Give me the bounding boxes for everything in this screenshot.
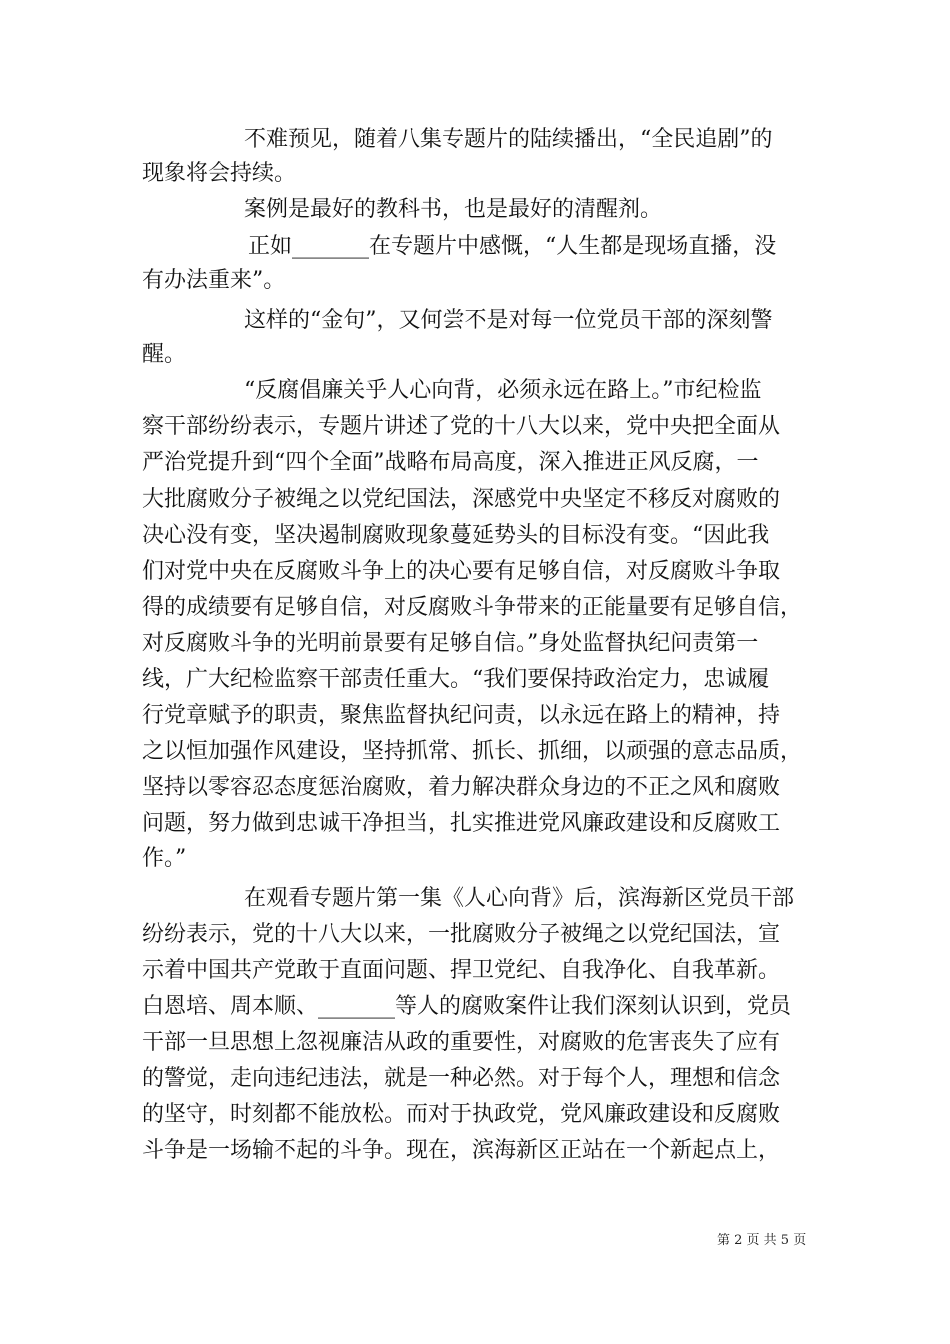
text-line: 行党章赋予的职责，聚焦监督执纪问责，以永远在路上的精神，持 bbox=[142, 703, 781, 728]
text-line: 在观看专题片第一集《人心向背》后，滨海新区党员干部 bbox=[244, 886, 795, 911]
text-line: 斗争是一场输不起的斗争。现在，滨海新区正站在一个新起点上， bbox=[142, 1138, 781, 1163]
text-line: 正如_______在专题片中感慨，“人生都是现场直播，没 bbox=[248, 234, 777, 259]
text-line: 现象将会持续。 bbox=[142, 161, 297, 186]
text-line: 案例是最好的教科书，也是最好的清醒剂。 bbox=[244, 197, 663, 222]
text-line: 干部一旦思想上忽视廉洁从政的重要性，对腐败的危害丧失了应有 bbox=[142, 1030, 781, 1055]
text-line: 线，广大纪检监察干部责任重大。“我们要保持政治定力，忠诚履 bbox=[142, 667, 770, 692]
text-line: 之以恒加强作风建设，坚持抓常、抓长、抓细，以顽强的意志品质， bbox=[142, 739, 803, 764]
text-line: 坚持以零容忍态度惩治腐败，着力解决群众身边的不正之风和腐败 bbox=[142, 775, 781, 800]
text-line: 得的成绩要有足够自信，对反腐败斗争带来的正能量要有足够自信， bbox=[142, 595, 803, 620]
text-line: 问题，努力做到忠诚干净担当，扎实推进党风廉政建设和反腐败工 bbox=[142, 811, 781, 836]
text-line: 严治党提升到“四个全面”战略布局高度，深入推进正风反腐，一 bbox=[142, 450, 759, 475]
text-line: 有办法重来”。 bbox=[142, 268, 286, 293]
text-line: 醒。 bbox=[142, 342, 187, 367]
text-line: 纷纷表示，党的十八大以来，一批腐败分子被绳之以党纪国法，宣 bbox=[142, 922, 781, 947]
text-line: 们对党中央在反腐败斗争上的决心要有足够自信，对反腐败斗争取 bbox=[142, 559, 781, 584]
text-line: 察干部纷纷表示，专题片讲述了党的十八大以来，党中央把全面从 bbox=[142, 414, 781, 439]
text-line: 大批腐败分子被绳之以党纪国法，深感党中央坚定不移反对腐败的 bbox=[142, 487, 781, 512]
text-line: “反腐倡廉关乎人心向背，必须永远在路上。”市纪检监 bbox=[244, 378, 762, 403]
text-line: 的警觉，走向违纪违法，就是一种必然。对于每个人，理想和信念 bbox=[142, 1066, 781, 1091]
text-line: 决心没有变，坚决遏制腐败现象蔓延势头的目标没有变。“因此我 bbox=[142, 523, 770, 548]
text-line: 这样的“金句”，又何尝不是对每一位党员干部的深刻警 bbox=[244, 308, 773, 333]
page-number: 第 2 页 共 5 页 bbox=[717, 1233, 807, 1248]
text-line: 对反腐败斗争的光明前景要有足够自信。”身处监督执纪问责第一 bbox=[142, 631, 759, 656]
text-line: 白恩培、周本顺、_______等人的腐败案件让我们深刻认识到，党员 bbox=[142, 994, 792, 1019]
text-line: 的坚守，时刻都不能放松。而对于执政党，党风廉政建设和反腐败 bbox=[142, 1102, 781, 1127]
text-line: 示着中国共产党敢于直面问题、捍卫党纪、自我净化、自我革新。 bbox=[142, 958, 781, 983]
text-line: 作。” bbox=[142, 846, 187, 871]
text-line: 不难预见，随着八集专题片的陆续播出，“全民追剧”的 bbox=[244, 127, 773, 152]
